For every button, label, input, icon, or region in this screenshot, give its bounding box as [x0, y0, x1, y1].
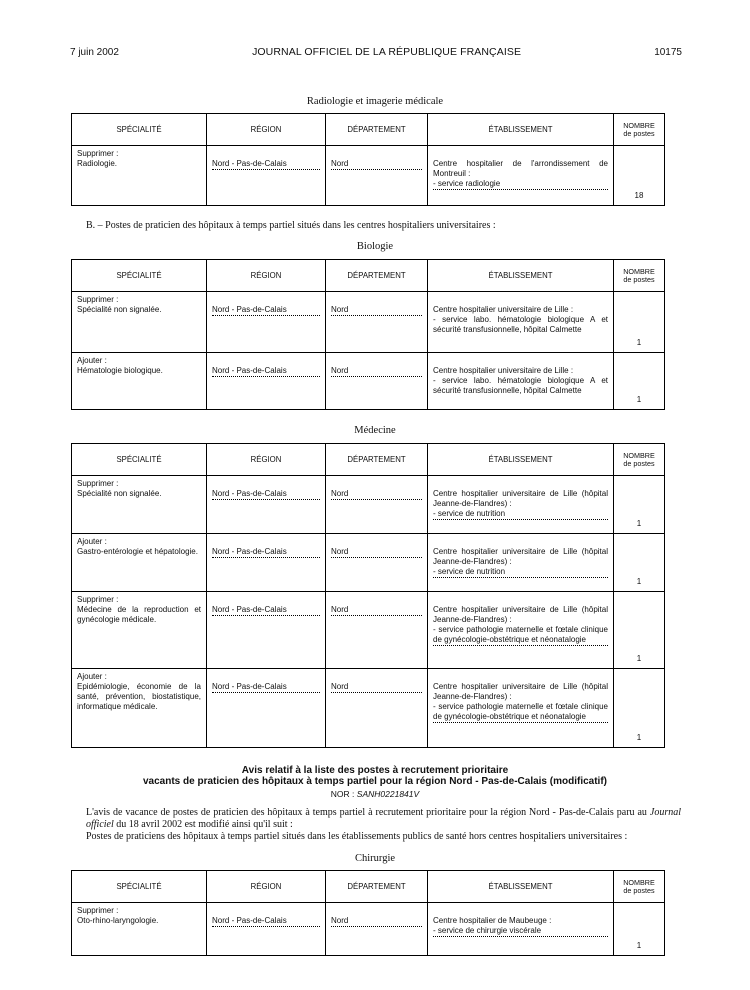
nor-reference: NOR : SANH0221841V [330, 789, 420, 799]
cell-etablissement: Centre hospitalier universitaire de Lille : - service labo. hématologie biologique A et sécurité transfusionnelle, hôpital Calmette [428, 353, 614, 409]
col-etablissement: ÉTABLISSEMENT [428, 260, 614, 291]
cell-nombre: 1 [636, 577, 642, 586]
header-page-number: 10175 [654, 46, 682, 58]
cell-nombre: 1 [636, 654, 642, 663]
table-row [72, 592, 664, 669]
notice-title-line-2: vacants de praticien des hôpitaux à temps partiel pour la région Nord - Pas-de-Calais (modificatif) [143, 776, 607, 787]
col-etablissement: ÉTABLISSEMENT [428, 444, 614, 475]
section-title-medecine: Médecine [354, 425, 396, 436]
cell-region: Nord - Pas-de-Calais [207, 292, 326, 352]
col-etablissement: ÉTABLISSEMENT [428, 114, 614, 145]
cell-etablissement: Centre hospitalier universitaire de Lille (hôpital Jeanne-de-Flandres) : - service pathologie maternelle et fœtale clinique de gynécologie-obstétrique et néonatalogie [428, 592, 614, 668]
cell-specialite: Supprimer : Oto-rhino-laryngologie. [72, 903, 207, 955]
notice-title-line-1: Avis relatif à la liste des postes à recrutement prioritaire [241, 765, 509, 776]
cell-etablissement: Centre hospitalier universitaire de Lille : - service labo. hématologie biologique A et sécurité transfusionnelle, hôpital Calmette [428, 292, 614, 352]
table-row [72, 534, 664, 592]
cell-specialite: Supprimer : Radiologie. [72, 146, 207, 205]
cell-nombre: 1 [636, 338, 642, 347]
table-radiologie [71, 113, 665, 206]
col-region: RÉGION [207, 444, 326, 475]
col-specialite: SPÉCIALITÉ [72, 260, 207, 291]
cell-departement: Nord [326, 592, 428, 668]
cell-specialite: Supprimer : Spécialité non signalée. [72, 476, 207, 533]
cell-departement: Nord [326, 292, 428, 352]
cell-nombre: 1 [636, 395, 642, 404]
cell-etablissement: Centre hospitalier universitaire de Lille (hôpital Jeanne-de-Flandres) : - service de nutrition [428, 476, 614, 533]
col-nombre: NOMBRE de postes [623, 266, 655, 284]
cell-departement: Nord [326, 534, 428, 591]
cell-specialite: Ajouter : Epidémiologie, économie de la santé, prévention, biostatistique, informatique médicale. [72, 669, 207, 747]
cell-specialite: Supprimer : Spécialité non signalée. [72, 292, 207, 352]
cell-etablissement: Centre hospitalier de l'arrondissement de Montreuil : - service radiologie [428, 146, 614, 205]
cell-departement: Nord [326, 146, 428, 205]
table-medecine [71, 443, 665, 748]
cell-nombre: 1 [636, 519, 642, 528]
table-row [72, 476, 664, 534]
col-departement: DÉPARTEMENT [326, 114, 428, 145]
section-title-radiologie: Radiologie et imagerie médicale [306, 96, 444, 107]
cell-etablissement: Centre hospitalier universitaire de Lille (hôpital Jeanne-de-Flandres) : - service pathologie maternelle et fœtale clinique de gynécologie-obstétrique et néonatalogie [428, 669, 614, 747]
cell-nombre: 18 [634, 191, 644, 200]
cell-region: Nord - Pas-de-Calais [207, 903, 326, 955]
col-region: RÉGION [207, 260, 326, 291]
cell-departement: Nord [326, 353, 428, 409]
col-region: RÉGION [207, 114, 326, 145]
col-nombre: NOMBRE de postes [623, 450, 655, 468]
table-chirurgie [71, 870, 665, 956]
cell-etablissement: Centre hospitalier universitaire de Lille (hôpital Jeanne-de-Flandres) : - service de nutrition [428, 534, 614, 591]
cell-specialite: Ajouter : Hématologie biologique. [72, 353, 207, 409]
cell-departement: Nord [326, 669, 428, 747]
col-departement: DÉPARTEMENT [326, 871, 428, 902]
part-b-heading: B. – Postes de praticien des hôpitaux à temps partiel situés dans les centres hospitaliers universitaires : [86, 220, 496, 231]
col-nombre: NOMBRE de postes [623, 877, 655, 895]
col-etablissement: ÉTABLISSEMENT [428, 871, 614, 902]
notice-paragraph-2: Postes de praticiens des hôpitaux à temps partiel situés dans les établissements publics de santé hors centres hospitaliers universitaires : [86, 831, 628, 842]
table-header [72, 871, 664, 903]
header-title: JOURNAL OFFICIEL DE LA RÉPUBLIQUE FRANÇAISE [252, 46, 522, 58]
col-specialite: SPÉCIALITÉ [72, 444, 207, 475]
cell-departement: Nord [326, 903, 428, 955]
section-title-chirurgie: Chirurgie [354, 853, 396, 864]
table-row [72, 669, 664, 747]
notice-paragraph-1: L'avis de vacance de postes de praticien des hôpitaux à temps partiel à recrutement prioritaire pour la région Nord - Pas-de-Calais paru au Journal officiel du 18 avril 2002 est modifié ainsi qu'il suit : [86, 807, 681, 830]
cell-nombre: 1 [636, 733, 642, 742]
cell-nombre: 1 [636, 941, 642, 950]
col-region: RÉGION [207, 871, 326, 902]
table-header [72, 260, 664, 292]
cell-specialite: Ajouter : Gastro-entérologie et hépatologie. [72, 534, 207, 591]
cell-region: Nord - Pas-de-Calais [207, 534, 326, 591]
table-biologie [71, 259, 665, 410]
col-nombre: NOMBRE de postes [623, 120, 655, 138]
table-row [72, 903, 664, 955]
cell-region: Nord - Pas-de-Calais [207, 592, 326, 668]
section-title-biologie: Biologie [356, 241, 394, 252]
table-header [72, 444, 664, 476]
cell-region: Nord - Pas-de-Calais [207, 476, 326, 533]
col-departement: DÉPARTEMENT [326, 260, 428, 291]
page-header [70, 45, 682, 59]
table-header [72, 114, 664, 146]
col-departement: DÉPARTEMENT [326, 444, 428, 475]
table-row [72, 146, 664, 205]
cell-region: Nord - Pas-de-Calais [207, 353, 326, 409]
table-row [72, 292, 664, 353]
cell-specialite: Supprimer : Médecine de la reproduction et gynécologie médicale. [72, 592, 207, 668]
table-row [72, 353, 664, 409]
col-specialite: SPÉCIALITÉ [72, 871, 207, 902]
cell-region: Nord - Pas-de-Calais [207, 146, 326, 205]
cell-etablissement: Centre hospitalier de Maubeuge : - service de chirurgie viscérale [428, 903, 614, 955]
col-specialite: SPÉCIALITÉ [72, 114, 207, 145]
header-date: 7 juin 2002 [70, 46, 119, 58]
cell-departement: Nord [326, 476, 428, 533]
cell-region: Nord - Pas-de-Calais [207, 669, 326, 747]
